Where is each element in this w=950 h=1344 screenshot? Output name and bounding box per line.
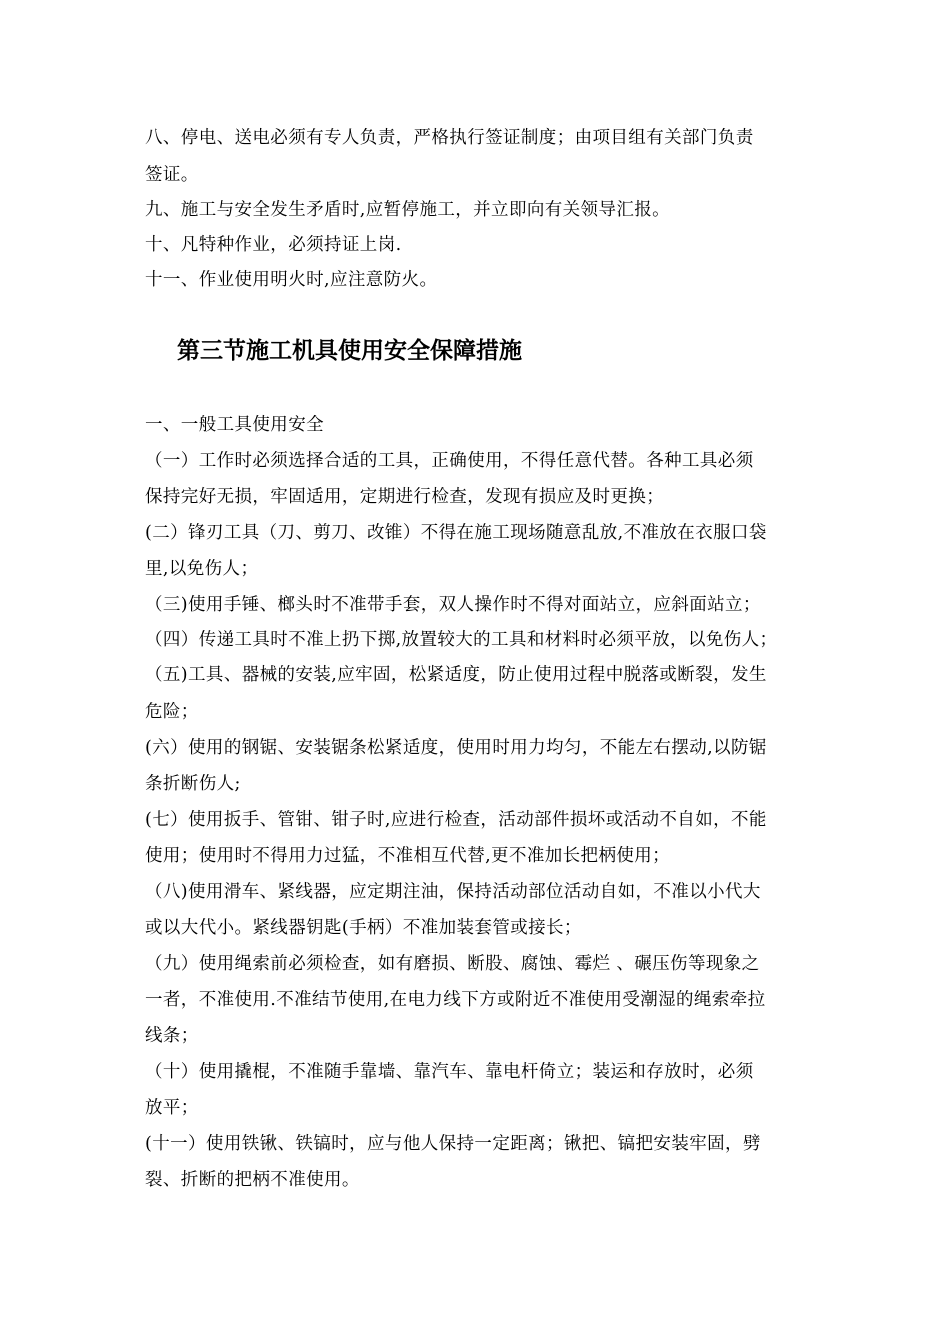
paragraph-line: （四）传递工具时不准上扔下掷,放置较大的工具和材料时必须平放，以免伤人； — [145, 630, 778, 650]
paragraph-line: 放平； — [145, 1098, 199, 1118]
paragraph-line: （九）使用绳索前必须检查，如有磨损、断股、腐蚀、霉烂 、碾压伤等现象之 — [145, 954, 760, 974]
paragraph-line: 八、停电、送电必须有专人负责，严格执行签证制度；由项目组有关部门负责 — [145, 128, 754, 148]
paragraph-line: 保持完好无损，牢固适用，定期进行检查，发现有损应及时更换； — [145, 487, 665, 507]
paragraph-line: 线条； — [145, 1026, 199, 1046]
section-heading: 第三节施工机具使用安全保障措施 — [177, 338, 522, 364]
paragraph-line: 签证。 — [145, 165, 199, 185]
paragraph-line: 一、一般工具使用安全 — [145, 415, 324, 435]
paragraph-line: (六）使用的钢锯、安装锯条松紧适度，使用时用力均匀，不能左右摆动,以防锯 — [145, 738, 767, 758]
paragraph-line: 或以大代小。紧线器钥匙(手柄）不准加装套管或接长； — [145, 918, 582, 938]
paragraph-line: 十一、作业使用明火时,应注意防火。 — [145, 270, 438, 290]
paragraph-line: (七）使用扳手、管钳、钳子时,应进行检查，活动部件损坏或活动不自如，不能 — [145, 810, 767, 830]
paragraph-line: （五)工具、器械的安装,应牢固，松紧适度，防止使用过程中脱落或断裂，发生 — [145, 665, 767, 685]
paragraph-line: （一）工作时必须选择合适的工具，正确使用，不得任意代替。各种工具必须 — [145, 451, 754, 471]
paragraph-line: 一者，不准使用.不准结节使用,在电力线下方或附近不准使用受潮湿的绳索牵拉 — [145, 990, 766, 1010]
paragraph-line: 使用；使用时不得用力过猛，不准相互代替,更不准加长把柄使用； — [145, 846, 671, 866]
paragraph-line: (二）锋刃工具（刀、剪刀、改锥）不得在施工现场随意乱放,不准放在衣服口袋 — [145, 523, 767, 543]
paragraph-line: 九、施工与安全发生矛盾时,应暂停施工，并立即向有关领导汇报。 — [145, 200, 671, 220]
paragraph-line: （十）使用撬棍，不准随手靠墙、靠汽车、靠电杆倚立；装运和存放时，必须 — [145, 1062, 754, 1082]
paragraph-line: 十、凡特种作业，必须持证上岗. — [145, 235, 402, 255]
paragraph-line: （三)使用手锤、榔头时不准带手套，双人操作时不得对面站立，应斜面站立； — [145, 595, 761, 615]
paragraph-line: 里,以免伤人； — [145, 559, 259, 579]
paragraph-line: （八)使用滑车、紧线器，应定期注油，保持活动部位活动自如，不准以小代大 — [145, 882, 761, 902]
paragraph-line: 危险； — [145, 702, 199, 722]
paragraph-line: (十一）使用铁锹、铁镐时，应与他人保持一定距离；锹把、镐把安装牢固，劈 — [145, 1134, 761, 1154]
paragraph-line: 条折断伤人; — [145, 774, 241, 794]
paragraph-line: 裂、折断的把柄不准使用。 — [145, 1170, 360, 1190]
